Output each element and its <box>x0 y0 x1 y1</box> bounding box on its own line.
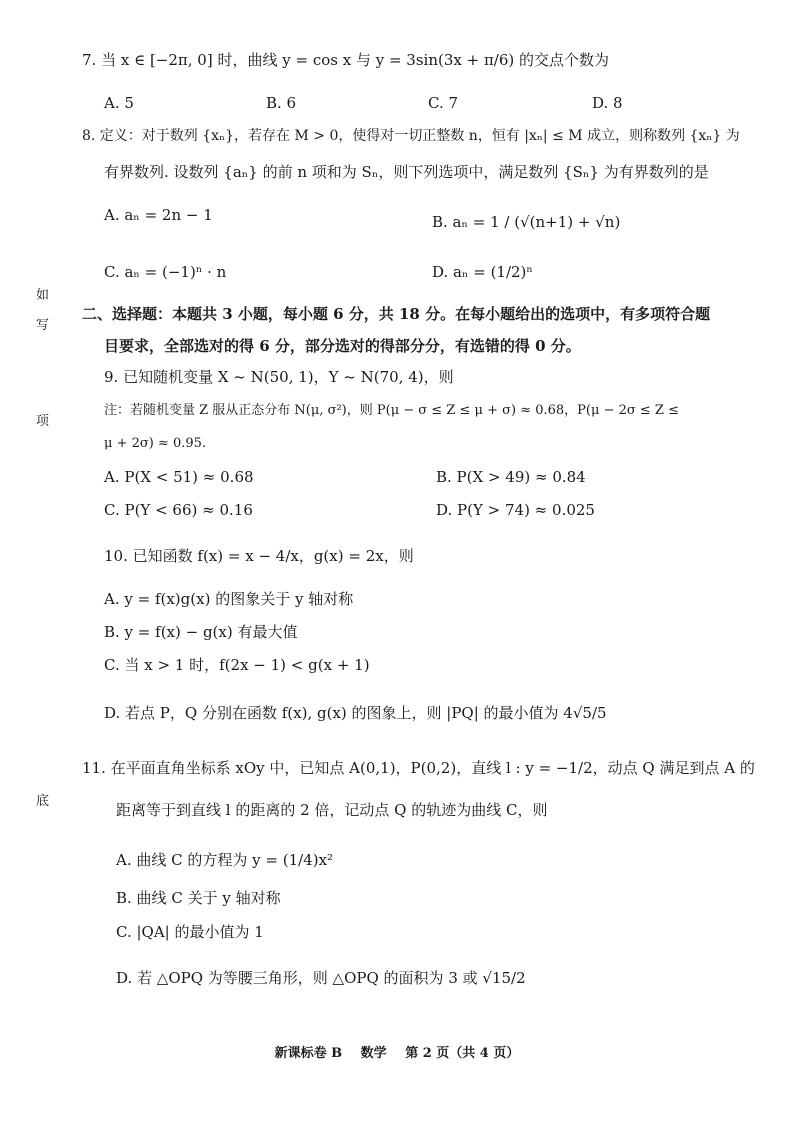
q7-stem: 7. 当 x ∈ [−2π, 0] 时，曲线 y = cos x 与 y = 3sin(3x + π/6) 的交点个数为 <box>82 51 610 69</box>
q10-stem: 10. 已知函数 f(x) = x − 4/x，g(x) = 2x，则 <box>104 547 414 565</box>
q8-stem-line2: 有界数列. 设数列 {aₙ} 的前 n 项和为 Sₙ，则下列选项中，满足数列 {Sₙ} 为有界数列的是 <box>104 163 709 181</box>
side-mark: 底 <box>36 794 50 809</box>
q9-note-line1: 注：若随机变量 Z 服从正态分布 N(μ, σ²)，则 P(μ − σ ≤ Z ≤ μ + σ) ≈ 0.68，P(μ − 2σ ≤ Z ≤ <box>104 403 679 418</box>
q7-option-b: B. 6 <box>266 94 297 112</box>
section-2-heading: 二、选择题：本题共 3 小题，每小题 6 分，共 18 分。在每小题给出的选项中，有多项符合题 <box>82 305 711 323</box>
q8-option-b: B. aₙ = 1 / (√(n+1) + √n) <box>432 213 621 231</box>
q7-option-d: D. 8 <box>592 94 623 112</box>
q10-option-b: B. y = f(x) − g(x) 有最大值 <box>104 623 298 641</box>
q8-stem-line1: 8. 定义：对于数列 {xₙ}，若存在 M > 0，使得对一切正整数 n，恒有 |xₙ| ≤ M 成立，则称数列 {xₙ} 为 <box>82 128 740 144</box>
q11-option-c: C. |QA| 的最小值为 1 <box>116 923 264 941</box>
q11-option-a: A. 曲线 C 的方程为 y = (1/4)x² <box>116 851 334 869</box>
side-mark: 项 <box>36 414 50 429</box>
q8-option-c: C. aₙ = (−1)ⁿ · n <box>104 263 227 281</box>
q9-option-d: D. P(Y > 74) ≈ 0.025 <box>436 501 595 519</box>
q7-option-a: A. 5 <box>104 94 134 112</box>
q9-note-line2: μ + 2σ) ≈ 0.95. <box>104 436 207 451</box>
q9-option-b: B. P(X > 49) ≈ 0.84 <box>436 468 586 486</box>
side-mark: 写 <box>36 318 50 333</box>
footer-paper: 新课标卷 B <box>274 1046 343 1061</box>
q11-option-d: D. 若 △OPQ 为等腰三角形，则 △OPQ 的面积为 3 或 √15/2 <box>116 969 526 987</box>
footer-subject: 数学 <box>360 1046 387 1061</box>
q11-stem-line1: 11. 在平面直角坐标系 xOy 中，已知点 A(0,1)，P(0,2)，直线 l : y = −1/2，动点 Q 满足到点 A 的 <box>82 759 755 777</box>
side-mark: 如 <box>36 288 50 303</box>
q11-option-b: B. 曲线 C 关于 y 轴对称 <box>116 889 281 907</box>
q11-stem-line2: 距离等于到直线 l 的距离的 2 倍，记动点 Q 的轨迹为曲线 C，则 <box>116 801 548 819</box>
q10-option-d: D. 若点 P，Q 分别在函数 f(x), g(x) 的图象上，则 |PQ| 的最小值为 4√5/5 <box>104 704 607 722</box>
q9-option-a: A. P(X < 51) ≈ 0.68 <box>104 468 254 486</box>
q9-option-c: C. P(Y < 66) ≈ 0.16 <box>104 501 253 519</box>
section-2-instructions: 目要求，全部选对的得 6 分，部分选对的得部分分，有选错的得 0 分。 <box>104 337 581 355</box>
footer-page-number: 第 2 页（共 4 页） <box>405 1046 520 1061</box>
page-footer <box>0 1042 794 1061</box>
q10-option-a: A. y = f(x)g(x) 的图象关于 y 轴对称 <box>104 590 354 608</box>
q9-stem: 9. 已知随机变量 X ~ N(50, 1)，Y ~ N(70, 4)，则 <box>104 368 454 386</box>
q8-option-a: A. aₙ = 2n − 1 <box>104 206 213 224</box>
q10-option-c: C. 当 x > 1 时，f(2x − 1) < g(x + 1) <box>104 656 370 674</box>
q7-option-c: C. 7 <box>428 94 459 112</box>
q8-option-d: D. aₙ = (1/2)ⁿ <box>432 263 533 281</box>
